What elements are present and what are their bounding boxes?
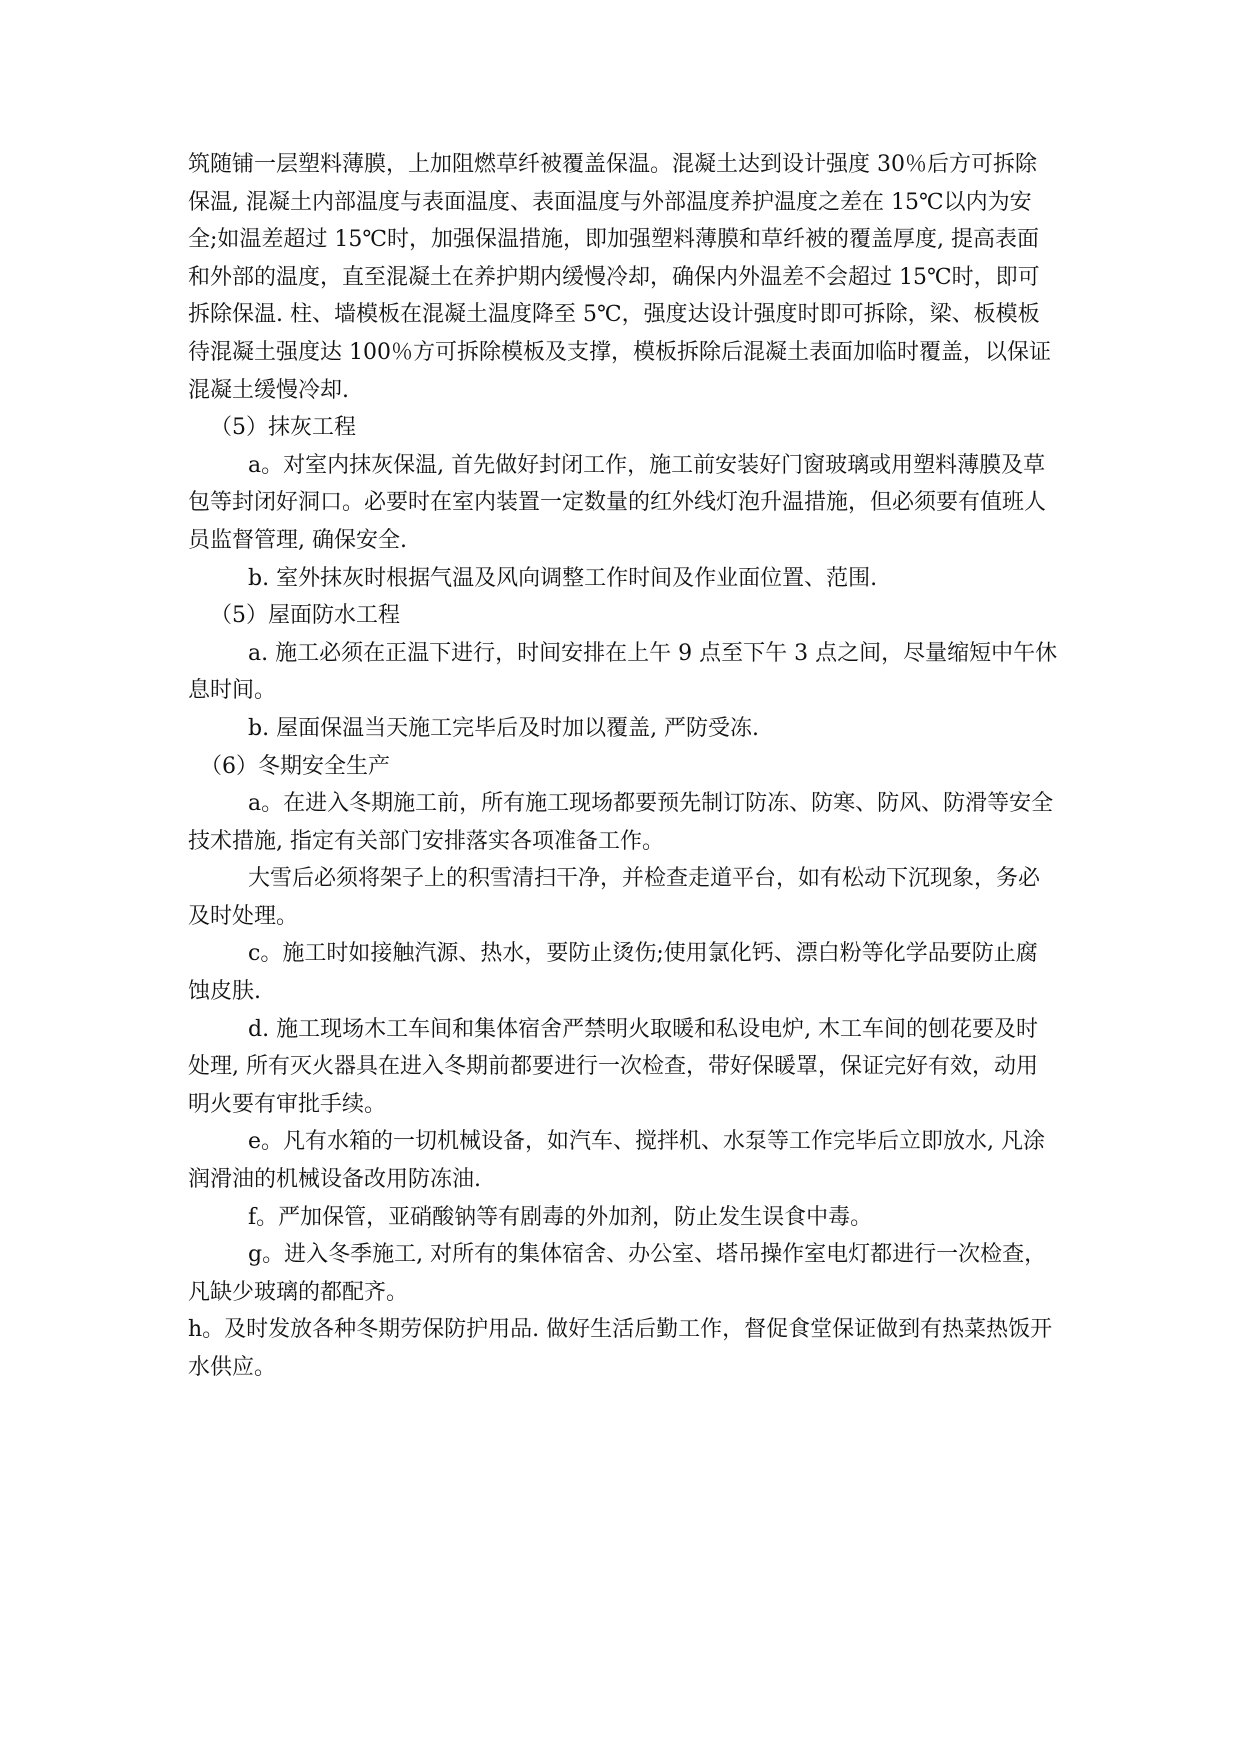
heading-plastering: （5）抹灰工程: [210, 415, 356, 441]
paragraph-concrete-curing: 筑随铺一层塑料薄膜，上加阻燃草纤被覆盖保温。混凝土达到设计强度 30％后方可拆除保温, 混凝土内部温度与表面温度、表面温度与外部温度养护温度之差在 15℃以内为安全;如温差超过 15℃时，加强保温措施，即加强塑料薄膜和草纤被的覆盖厚度, 提高表面和外部的温度，直至混凝土在养护期内缓慢冷却，确保内外温差不会超过 15℃时，即可拆除保温. 柱、墙模板在混凝土温度降至 5℃，强度达设计强度时即可拆除，梁、板模板待混凝土强度达 100％方可拆除模板及支撑，模板拆除后混凝土表面加临时覆盖，以保证混凝土缓慢冷却.: [188, 152, 1051, 403]
paragraph-safety-d: d. 施工现场木工车间和集体宿舍严禁明火取暖和私设电炉, 木工车间的刨花要及时处理, 所有灭火器具在进入冬期前都要进行一次检查，带好保暖罩，保证完好有效，动用明火要有审批手续。: [188, 1016, 1039, 1117]
heading-winter-safety: （6）冬期安全生产: [200, 753, 390, 779]
paragraph-safety-e: e。凡有水箱的一切机械设备，如汽车、搅拌机、水泵等工作完毕后立即放水, 凡涂润滑油的机械设备改用防冻油.: [188, 1129, 1046, 1193]
paragraph-plastering-a: a。对室内抹灰保温, 首先做好封闭工作，施工前安装好门窗玻璃或用塑料薄膜及草包等封闭好洞口。必要时在室内装置一定数量的红外线灯泡升温措施，但必须要有值班人员监督管理, 确保安全.: [188, 452, 1047, 553]
paragraph-safety-h: h。及时发放各种冬期劳保防护用品. 做好生活后勤工作，督促食堂保证做到有热菜热饭开水供应。: [188, 1317, 1053, 1380]
heading-roof-waterproofing: （5）屋面防水工程: [210, 603, 400, 629]
paragraph-safety-f: f。严加保管，亚硝酸钠等有剧毒的外加剂，防止发生误食中毒。: [248, 1204, 873, 1230]
paragraph-safety-g: g。进入冬季施工, 对所有的集体宿舍、办公室、塔吊操作室电灯都进行一次检查，凡缺少玻璃的都配齐。: [188, 1242, 1047, 1305]
paragraph-roof-b: b. 屋面保温当天施工完毕后及时加以覆盖, 严防受冻.: [248, 715, 760, 741]
paragraph-roof-a: a. 施工必须在正温下进行，时间安排在上午 9 点至下午 3 点之间，尽量缩短中午休息时间。: [188, 640, 1058, 704]
paragraph-safety-snow: 大雪后必须将架子上的积雪清扫干净，并检查走道平台，如有松动下沉现象，务必及时处理。: [188, 866, 1041, 929]
document-body: [188, 146, 1058, 1387]
paragraph-plastering-b: b. 室外抹灰时根据气温及风向调整工作时间及作业面位置、范围.: [248, 565, 878, 591]
paragraph-safety-c: c。施工时如接触汽源、热水，要防止烫伤;使用氯化钙、漂白粉等化学品要防止腐蚀皮肤.: [188, 941, 1038, 1005]
paragraph-safety-a: a。在进入冬期施工前，所有施工现场都要预先制订防冻、防寒、防风、防滑等安全技术措施, 指定有关部门安排落实各项准备工作。: [188, 791, 1054, 854]
